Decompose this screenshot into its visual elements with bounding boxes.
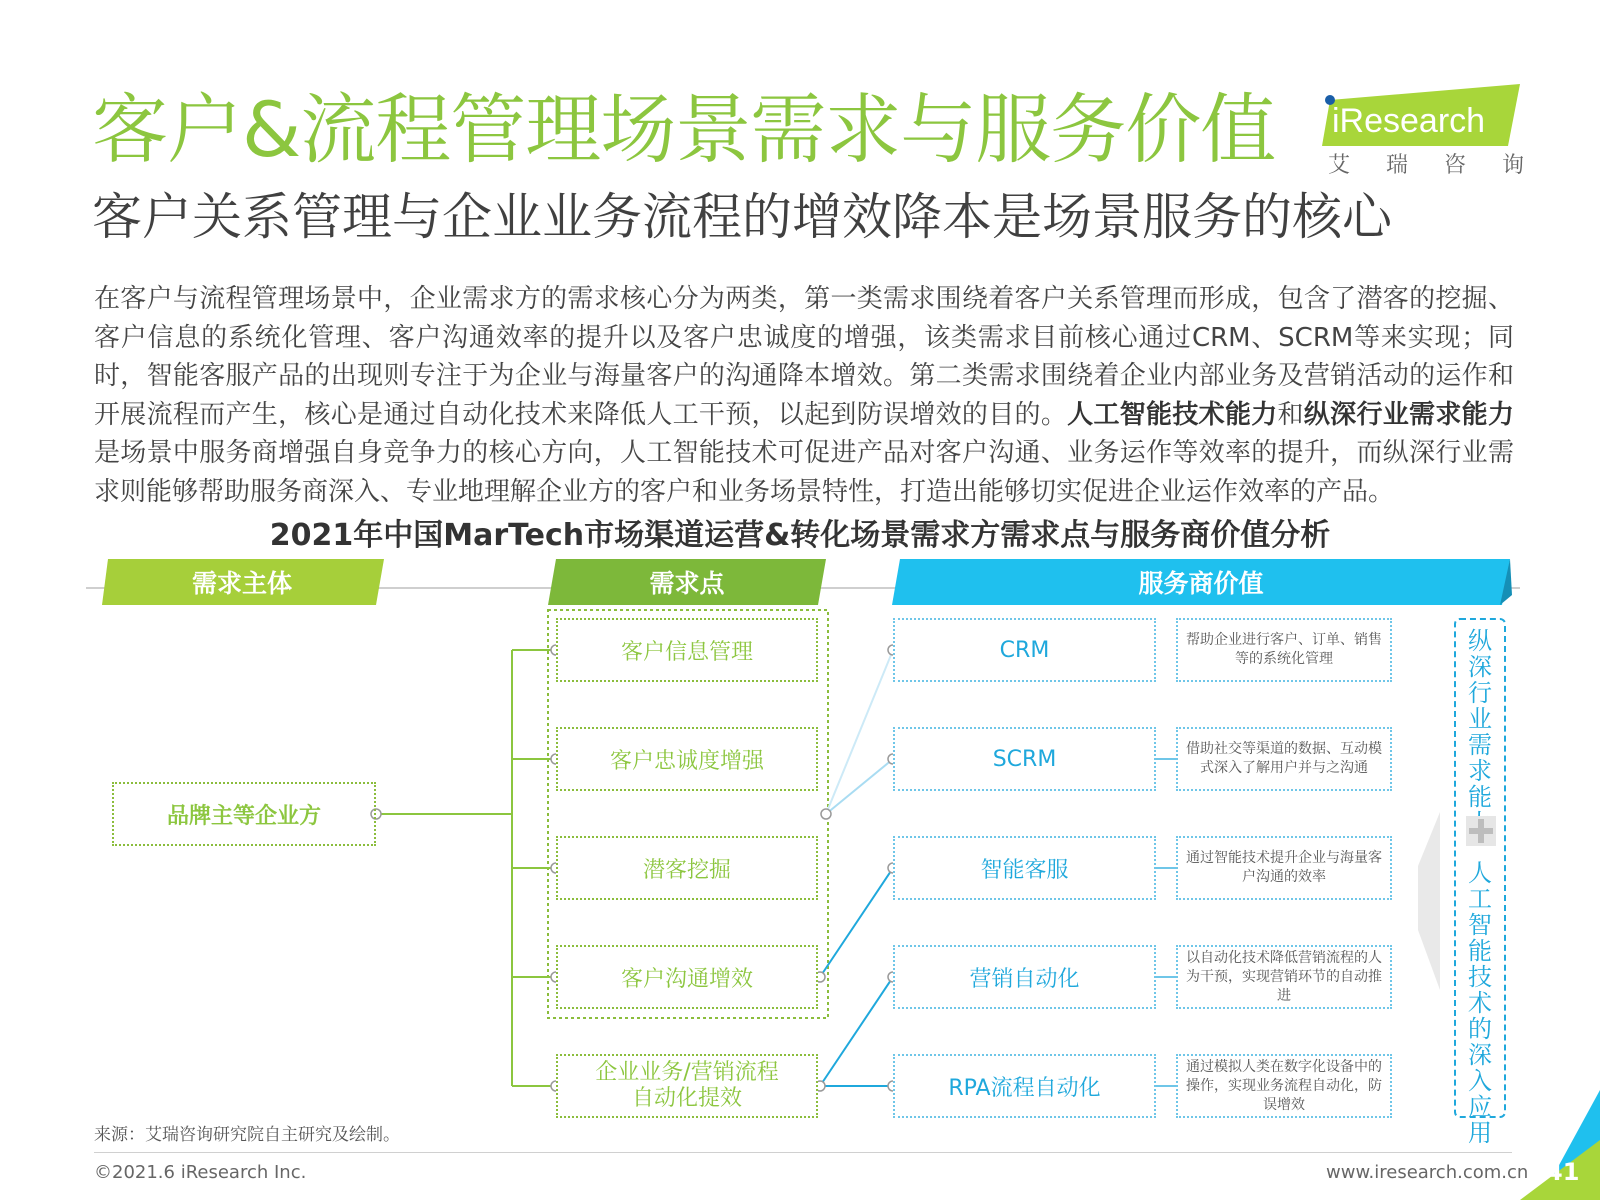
service-name: SCRM xyxy=(893,727,1156,791)
service-name: CRM xyxy=(893,618,1156,682)
demand-subject-box: 品牌主等企业方 xyxy=(112,782,376,846)
footer-divider xyxy=(94,1152,1512,1153)
service-name: 智能客服 xyxy=(893,836,1156,900)
copyright: ©2021.6 iResearch Inc. xyxy=(94,1162,307,1183)
page-title: 客户&流程管理场景需求与服务价值 xyxy=(92,85,1276,174)
svg-text:iResearch: iResearch xyxy=(1332,102,1486,140)
need-item: 企业业务/营销流程自动化提效 xyxy=(556,1054,818,1118)
capability-box xyxy=(1454,618,1506,1147)
logo-chinese-name: 艾 瑞 咨 询 xyxy=(1328,153,1524,178)
service-name: RPA流程自动化 xyxy=(893,1054,1156,1118)
service-desc: 借助社交等渠道的数据、互动模式深入了解用户并与之沟通 xyxy=(1176,727,1392,791)
intro-paragraph: 在客户与流程管理场景中，企业需求方的需求核心分为两类，第一类需求围绕着客户关系管理而形成，包含了潜客的挖掘、客户信息的系统化管理、客户沟通效率的提升以及客户忠诚度的增强，该类需求目前核心通过CRM、SCRM等来实现；同时，智能客服产品的出现则专注于为企业与海量客户的沟通降本增效。第二类需求围绕着企业内部业务及营销活动的运作和开展流程而产生，核心是通过自动化技术来降低人工干预，以起到防误增效的目的。人工智能技术能力和纵深行业需求能力是场景中服务商增强自身竞争力的核心方向，人工智能技术可促进产品对客户沟通、业务运作等效率的提升，而纵深行业需求则能够帮助服务商深入、专业地理解企业方的客户和业务场景特性，打造出能够切实促进企业运作效率的产品。 xyxy=(94,284,1514,507)
need-item: 客户沟通增效 xyxy=(556,945,818,1009)
header-value: 服务商价值 xyxy=(1138,569,1264,598)
capability-ai: 人 工 智 能 技 术 的 深 入 应 用 xyxy=(1468,859,1492,1147)
need-item: 客户信息管理 xyxy=(556,618,818,682)
page-subtitle: 客户关系管理与企业业务流程的增效降本是场景服务的核心 xyxy=(92,188,1392,246)
source-note: 来源：艾瑞咨询研究院自主研究及绘制。 xyxy=(94,1125,400,1145)
plus-icon xyxy=(1466,816,1496,846)
service-name: 营销自动化 xyxy=(893,945,1156,1009)
page-number: 41 xyxy=(1546,1158,1580,1186)
service-desc: 帮助企业进行客户、订单、销售等的系统化管理 xyxy=(1176,618,1392,682)
chart-title: 2021年中国MarTech市场渠道运营&转化场景需求方需求点与服务商价值分析 xyxy=(269,518,1331,553)
service-desc: 通过智能技术提升企业与海量客户沟通的效率 xyxy=(1176,836,1392,900)
need-item: 客户忠诚度增强 xyxy=(556,727,818,791)
website-link[interactable]: www.iresearch.com.cn xyxy=(1326,1162,1529,1183)
arrow-left-icon xyxy=(1418,812,1440,990)
header-subject: 需求主体 xyxy=(191,569,292,598)
service-desc: 以自动化技术降低营销流程的人为干预，实现营销环节的自动推进 xyxy=(1176,945,1392,1009)
service-desc: 通过模拟人类在数字化设备中的操作，实现业务流程自动化，防误增效 xyxy=(1176,1054,1392,1118)
header-needs: 需求点 xyxy=(649,569,725,598)
need-item: 潜客挖掘 xyxy=(556,836,818,900)
capability-industry: 纵 深 行 业 需 求 能 xyxy=(1468,627,1492,811)
